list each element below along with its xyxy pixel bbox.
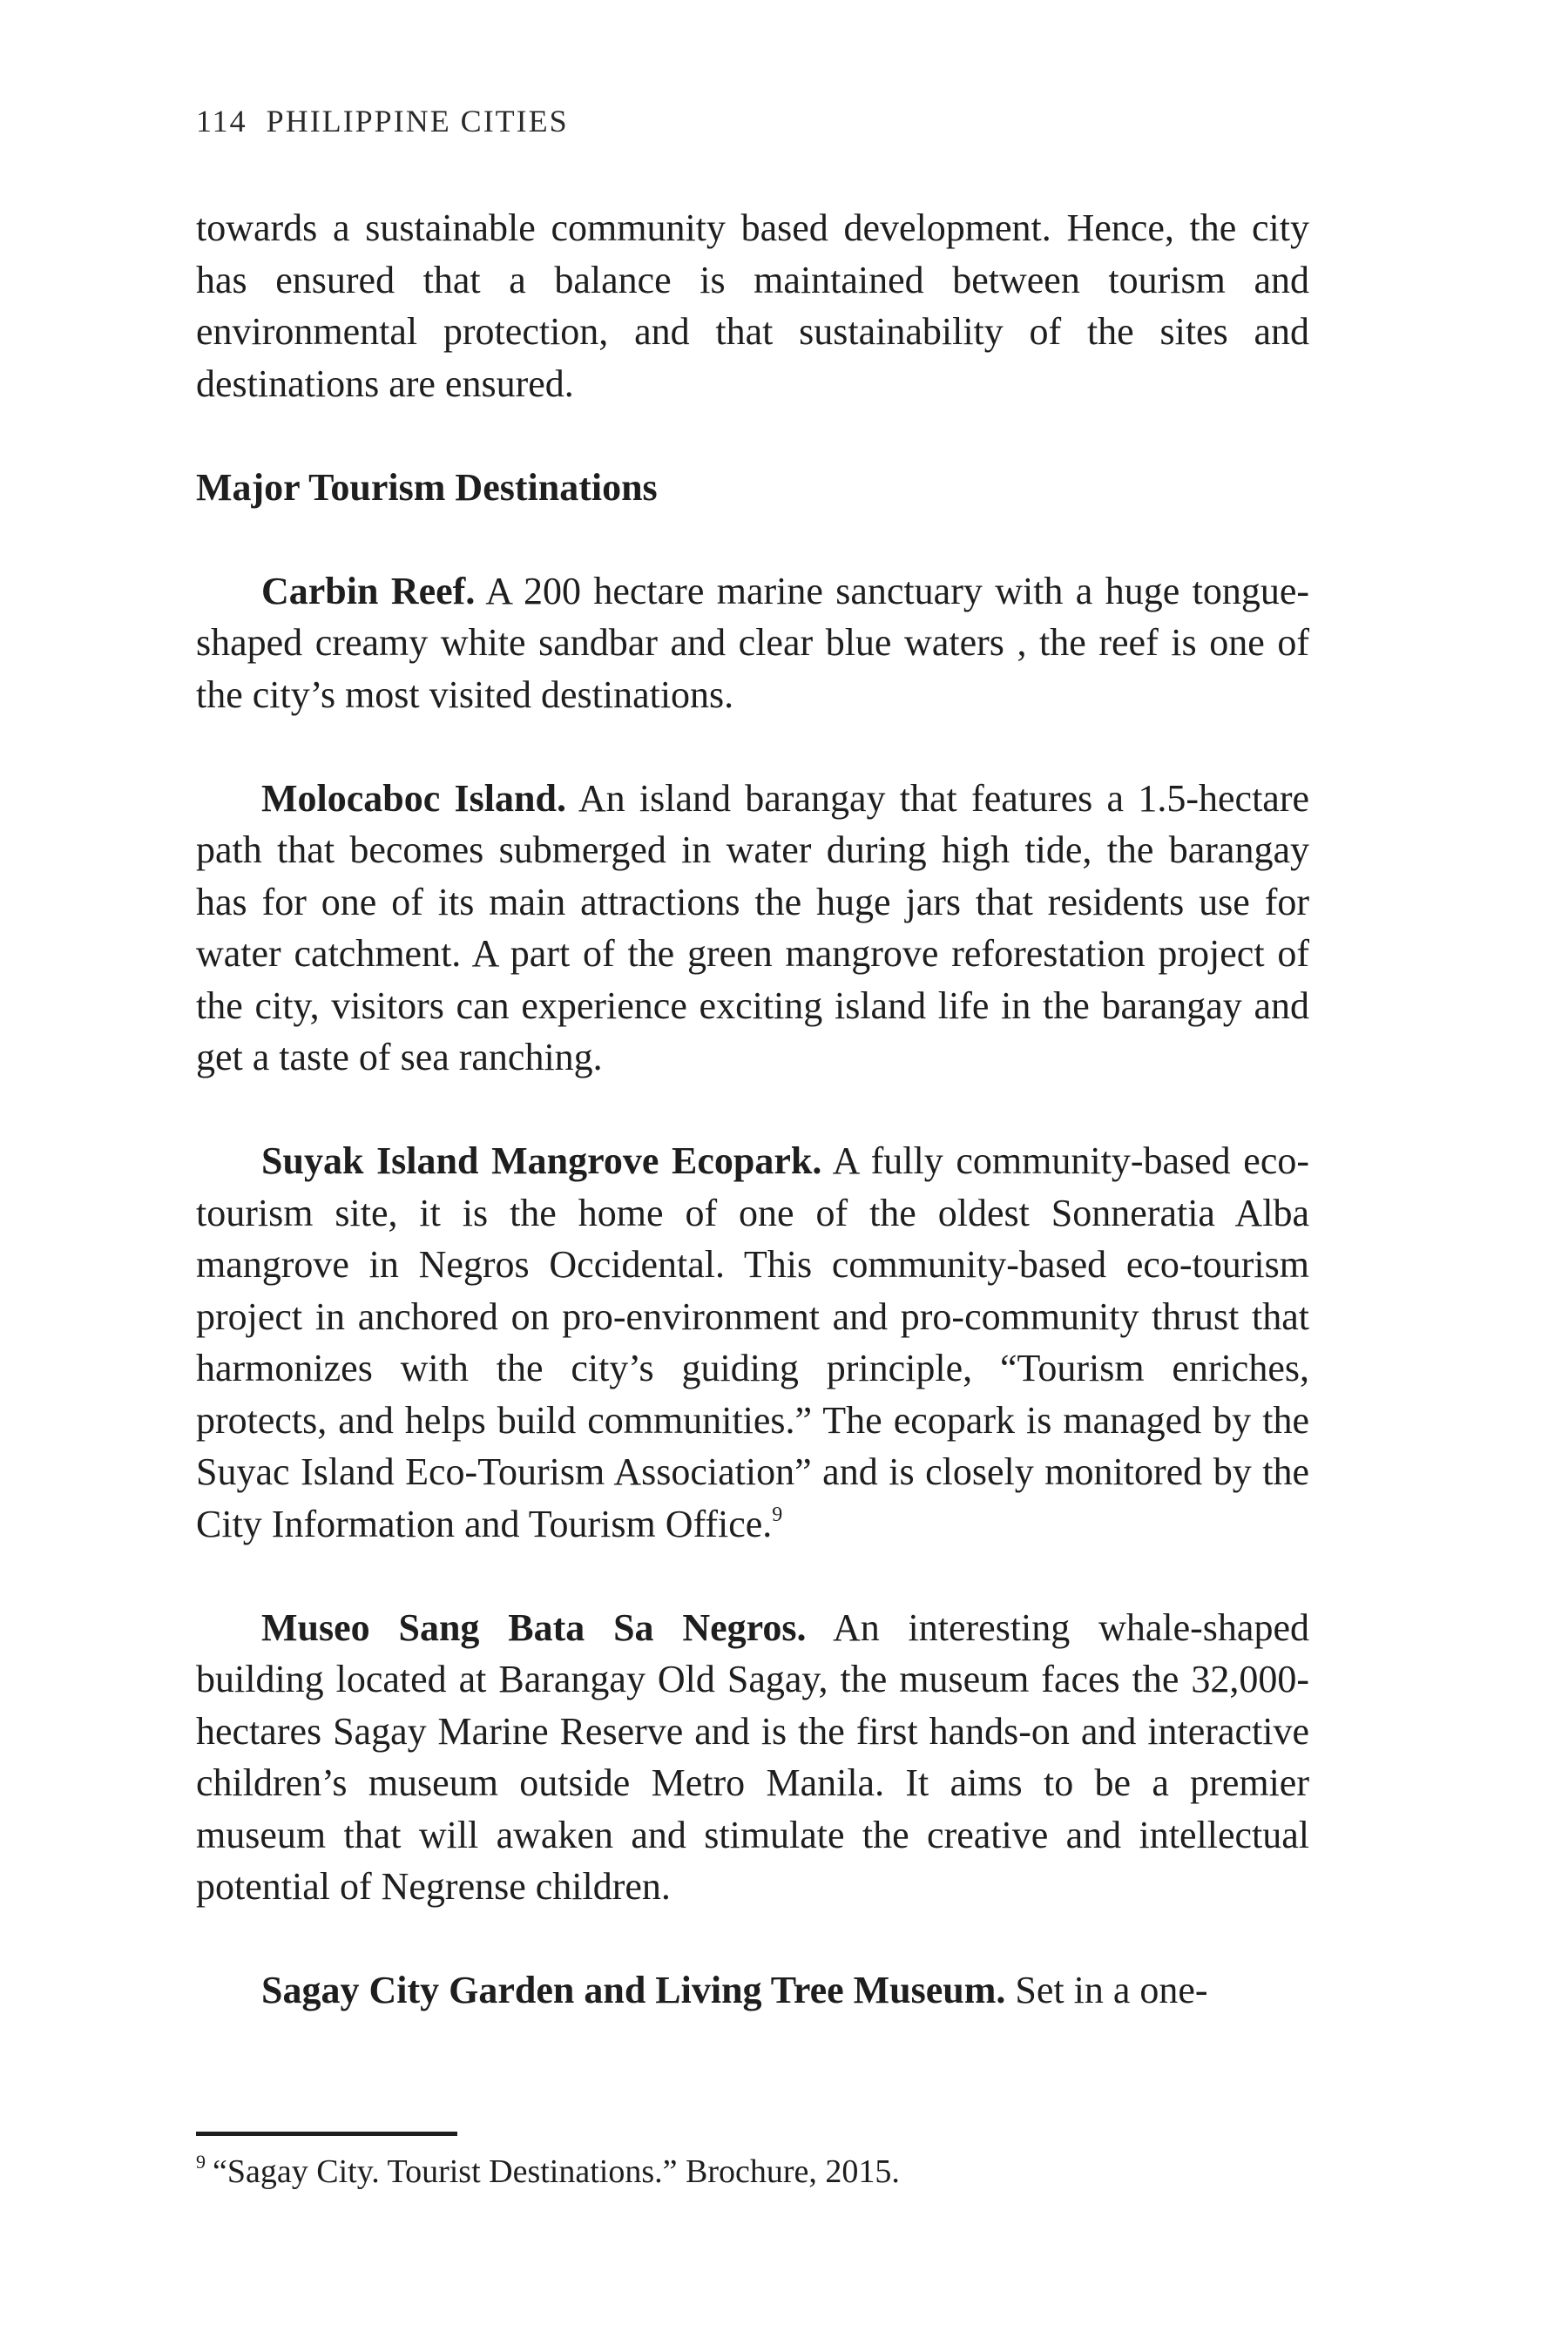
footnote-number: 9 (196, 2151, 206, 2173)
running-header (196, 103, 569, 139)
entry-text: Set in a one- (1015, 1969, 1208, 2011)
entry-text: An island barangay that features a 1.5-hectare path that becomes submerged in water during high tide, the barangay has for one of its main attractions the huge jars that residents use for water catchment. A part of the green mangrove reforestation project of the city, visitors can experience exciting island life in the barangay and get a taste of sea ranching. (196, 776, 1310, 1078)
intro-paragraph: towards a sustainable community based development. Hence, the city has ensured that a balance is maintained between tourism and environmental protection, and that sustainability of the sites and destinations are ensured. (196, 206, 1309, 405)
entry-text: An interesting whale-shaped building located at Barangay Old Sagay, the museum faces the 32,000-hectares Sagay Marine Reserve and is the first hands-on and interactive children’s museum outside Metro Manila. It aims to be a premier museum that will awaken and stimulate the creative and intellectual potential of Negrense children. (196, 1605, 1309, 1908)
entry-sagay-city-garden (196, 1964, 1309, 2017)
footnote-reference[interactable]: 9 (772, 1503, 783, 1526)
entry-molocaboc-island (196, 773, 1309, 1084)
entry-text: A 200 hectare marine sanctuary with a huge tongue-shaped creamy white sandbar and clear blue waters , the reef is one of the city’s most visited destinations. (196, 569, 1309, 716)
entry-term: Suyak Island Mangrove Ecopark. (261, 1139, 822, 1182)
entry-term: Museo Sang Bata Sa Negros. (261, 1605, 807, 1649)
entry-term: Carbin Reef. (261, 569, 476, 612)
footnote (196, 2150, 1309, 2193)
entry-suyak-island (196, 1135, 1309, 1550)
entry-museo-sang-bata (196, 1602, 1309, 1913)
entry-carbin-reef (196, 565, 1309, 721)
entry-term: Molocaboc Island. (261, 776, 566, 820)
footnote-text: “Sagay City. Tourist Destinations.” Brochure, 2015. (213, 2153, 900, 2190)
body-text (196, 202, 1309, 2017)
page-number: 114 (196, 104, 247, 139)
footnote-divider (196, 2132, 457, 2136)
running-title: PHILIPPINE CITIES (266, 104, 569, 139)
section-heading: Major Tourism Destinations (196, 465, 658, 509)
entry-text: A fully community-based eco-tourism site, it is the home of one of the oldest Sonneratia Alba mangrove in Negros Occidental. This community-based eco-tourism project in anchored on pro-environment and pro-community thrust that harmonizes with the city’s guiding principle, “Tourism enriches, protects, and helps build communities.” The ecopark is managed by the Suyac Island Eco-Tourism Association” and is closely monitored by the City Information and Tourism Office. (196, 1139, 1310, 1545)
entry-term: Sagay City Garden and Living Tree Museum. (261, 1969, 1006, 2011)
